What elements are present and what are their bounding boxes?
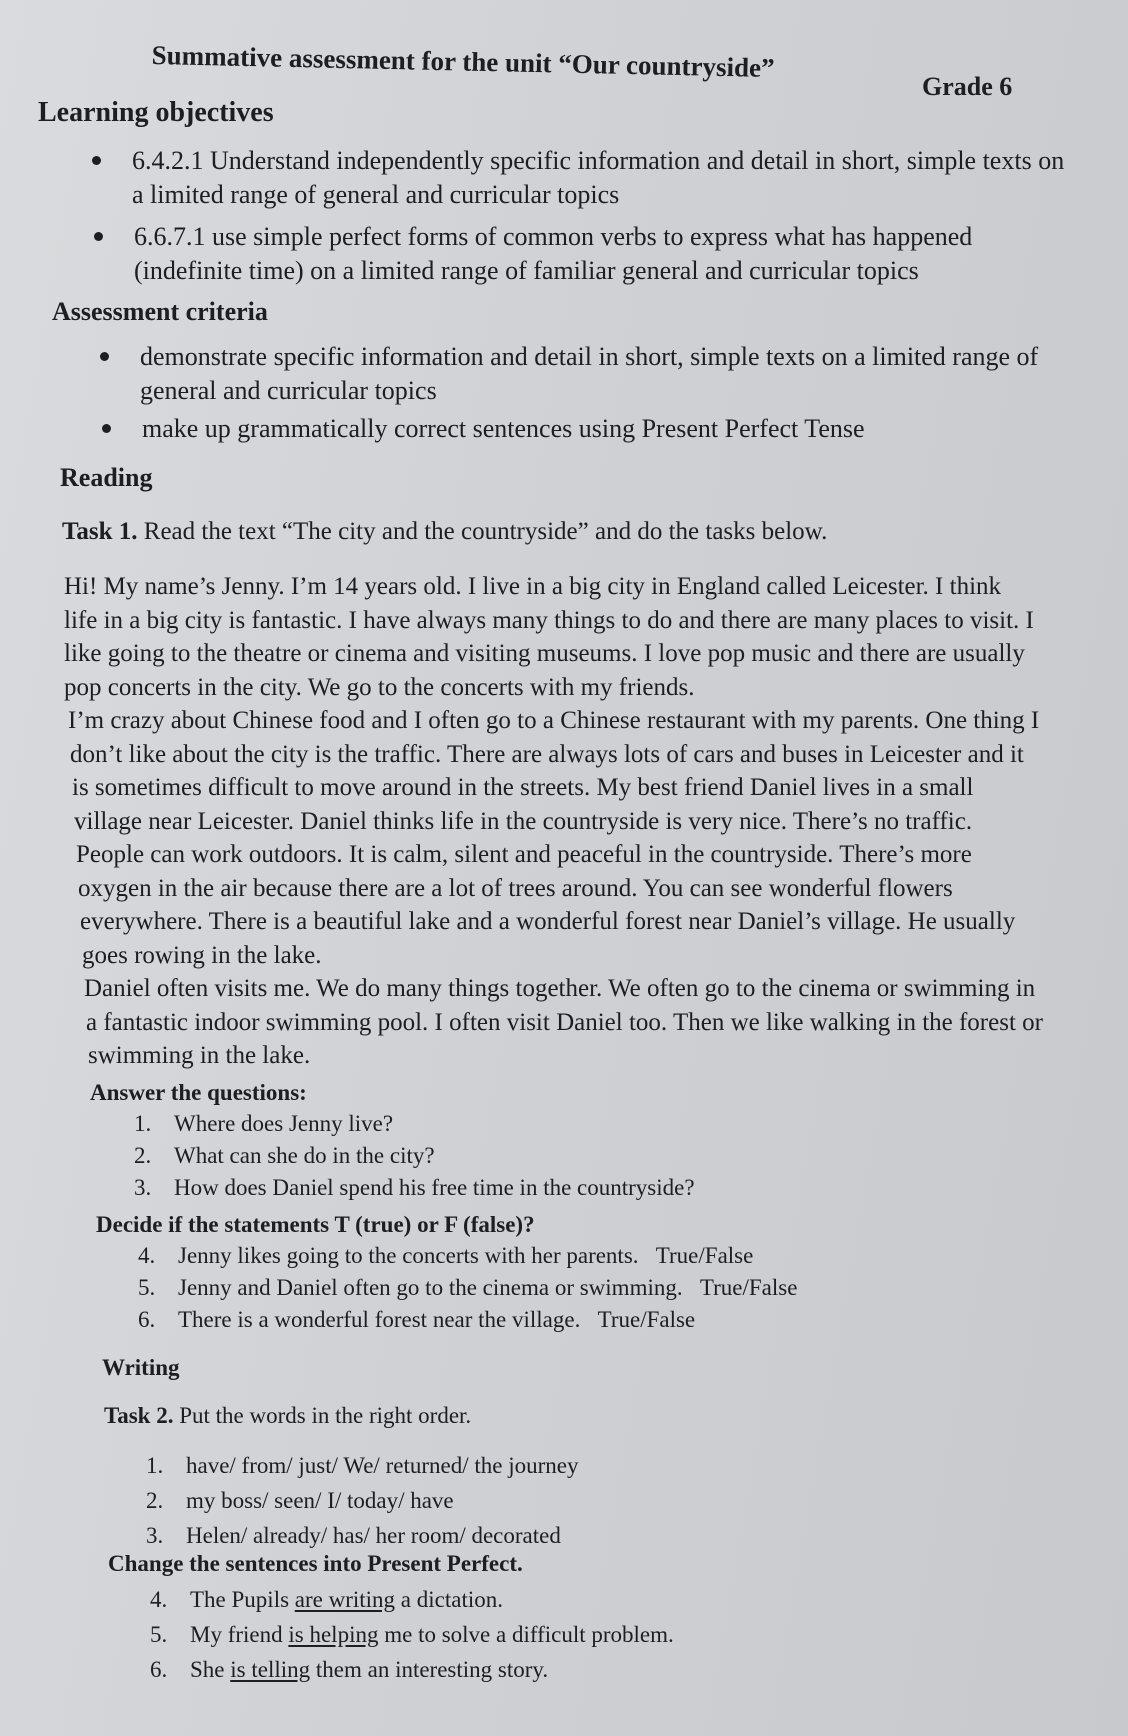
- order-list: [146, 1448, 578, 1553]
- bullet-icon: [94, 232, 103, 241]
- text-line: oxygen in the air because there are a lot of trees around. You can see wonderful flowers: [78, 874, 953, 902]
- tf-heading: Decide if the statements T (true) or F (false)?: [96, 1212, 535, 1237]
- list-item: 2. my boss/ seen/ I/ today/ have: [146, 1488, 454, 1513]
- text-line: swimming in the lake.: [88, 1042, 311, 1069]
- list-item: 5. Jenny and Daniel often go to the cinema or swimming. True/False: [138, 1275, 798, 1300]
- text-line: People can work outdoors. It is calm, silent and peaceful in the countryside. There’s more: [76, 841, 972, 868]
- page-title: Summative assessment for the unit “Our countryside”: [151, 40, 775, 84]
- list-item: 2. What can she do in the city?: [134, 1143, 435, 1168]
- objective-1-line1: 6.4.2.1 Understand independently specific information and detail in short, simple texts on: [132, 146, 1065, 175]
- text-line: a fantastic indoor swimming pool. I often visit Daniel too. Then we like walking in the forest or: [86, 1008, 1043, 1036]
- statements-list: [138, 1240, 797, 1336]
- underlined-verb: is telling: [230, 1657, 311, 1682]
- list-item: 3. Helen/ already/ has/ her room/ decorated: [146, 1523, 561, 1548]
- criteria-1-line1: demonstrate specific information and detail in short, simple texts on a limited range of: [140, 342, 1039, 371]
- list-item: 4. The Pupils are writing a dictation.: [150, 1587, 503, 1612]
- objectives-heading: Learning objectives: [38, 97, 274, 128]
- questions-list: [134, 1108, 695, 1204]
- text-line: don’t like about the city is the traffic. There are always lots of cars and buses in Leicester and it: [70, 740, 1024, 768]
- underlined-verb: are writing: [294, 1587, 396, 1612]
- list-item: 5. My friend is helping me to solve a difficult problem.: [150, 1622, 674, 1647]
- criteria-item-1: [140, 340, 1038, 408]
- change-heading: Change the sentences into Present Perfect.: [108, 1551, 523, 1576]
- text-line: Daniel often visits me. We do many things together. We often go to the cinema or swimming in: [84, 975, 1036, 1002]
- text-line: I’m crazy about Chinese food and I often go to a Chinese restaurant with my parents. One thing I: [68, 707, 1040, 734]
- writing-heading: Writing: [102, 1355, 180, 1380]
- objective-2-line1: 6.6.7.1 use simple perfect forms of common verbs to express what has happened: [134, 222, 973, 251]
- objective-item-1: [132, 144, 1064, 212]
- true-false-choice: True/False: [699, 1275, 798, 1300]
- text-line: pop concerts in the city. We go to the concerts with my friends.: [64, 673, 695, 701]
- true-false-choice: True/False: [597, 1307, 696, 1332]
- task1-instruction: [62, 518, 827, 546]
- list-item: 1. have/ from/ just/ We/ returned/ the journey: [146, 1453, 579, 1478]
- objective-2-line2: (indefinite time) on a limited range of familiar general and curricular topics: [134, 256, 919, 285]
- bullet-icon: [92, 156, 101, 165]
- text-line: is sometimes difficult to move around in the streets. My best friend Daniel lives in a small: [72, 774, 974, 801]
- reading-heading: Reading: [60, 463, 153, 492]
- criteria-2-line1: make up grammatically correct sentences using Present Perfect Tense: [142, 414, 865, 443]
- task1-text: Read the text “The city and the countryside” and do the tasks below.: [143, 518, 828, 545]
- list-item: 4. Jenny likes going to the concerts with her parents. True/False: [138, 1243, 754, 1268]
- change-list: [150, 1582, 674, 1687]
- list-item: 6. There is a wonderful forest near the village. True/False: [138, 1307, 696, 1332]
- text-line: village near Leicester. Daniel thinks life in the countryside is very nice. There’s no traffic.: [74, 807, 973, 835]
- text-line: goes rowing in the lake.: [82, 941, 322, 969]
- bullet-icon: [102, 424, 111, 433]
- questions-heading: Answer the questions:: [90, 1080, 307, 1105]
- task2-instruction: [104, 1403, 471, 1429]
- text-line: life in a big city is fantastic. I have always many things to do and there are many places to visit. I: [64, 606, 1034, 634]
- objective-item-2: [134, 220, 972, 288]
- text-line: everywhere. There is a beautiful lake and a wonderful forest near Daniel’s village. He usually: [80, 908, 1016, 935]
- list-item: 3. How does Daniel spend his free time in the countryside?: [134, 1175, 695, 1200]
- criteria-item-2: [142, 412, 865, 446]
- grade-label: Grade 6: [922, 72, 1013, 101]
- task2-label: Task 2.: [104, 1403, 174, 1428]
- list-item: 1. Where does Jenny live?: [134, 1111, 394, 1136]
- bullet-icon: [100, 352, 109, 361]
- list-item: 6. She is telling them an interesting story.: [150, 1657, 549, 1682]
- objective-1-line2: a limited range of general and curricular topics: [132, 180, 620, 209]
- criteria-heading: Assessment criteria: [52, 297, 268, 326]
- task1-label: Task 1.: [62, 518, 138, 545]
- true-false-choice: True/False: [655, 1243, 754, 1268]
- underlined-verb: is helping: [288, 1622, 379, 1647]
- criteria-1-line2: general and curricular topics: [140, 376, 437, 405]
- text-line: like going to the theatre or cinema and visiting museums. I love pop music and there are usually: [64, 640, 1025, 667]
- reading-text: [64, 570, 1043, 1073]
- task2-text: Put the words in the right order.: [179, 1403, 472, 1428]
- text-line: Hi! My name’s Jenny. I’m 14 years old. I live in a big city in England called Leicester. I think: [64, 573, 1002, 600]
